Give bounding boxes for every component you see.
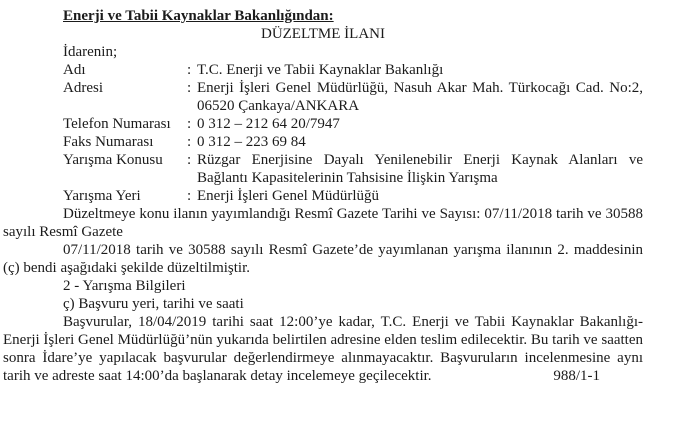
info-separator: : bbox=[187, 80, 192, 96]
info-separator: : bbox=[187, 116, 192, 132]
info-value: T.C. Enerji ve Tabii Kaynaklar Bakanlığı bbox=[197, 62, 444, 78]
info-row-adresi bbox=[63, 79, 643, 115]
info-label: Telefon Numarası bbox=[63, 116, 171, 132]
paragraph-application-details-text: Başvurular, 18/04/2019 tarihi saat 12:00’ye kadar, T.C. Enerji ve Tabii Kaynaklar Bakanlığı- Enerji İşleri Genel Müdürlüğü’nün yukarıda belirtilen adresine elden teslim edilecektir. Bu tarih ve saatten sonra İdare’ye yapılacak başvurular değerlendirmeye alınmayacaktır. Başvuruların incelenmesine aynı tarih ve adreste saat 14:00’da başlanarak detay incelemeye geçilecektir. bbox=[3, 314, 643, 384]
info-row-telefon-numarasi bbox=[63, 115, 643, 133]
reference-number: 988/1-1 bbox=[553, 368, 600, 384]
info-separator: : bbox=[187, 152, 192, 168]
clause-basvuru-yeri-tarihi-saati: ç) Başvuru yeri, tarihi ve saati bbox=[63, 296, 244, 312]
paragraph-correction-statement: 07/11/2018 tarih ve 30588 sayılı Resmî Gazete’de yayımlanan yarışma ilanının 2. maddesinin (ç) bendi aşağıdaki şekilde düzeltilmiştir. bbox=[3, 242, 643, 276]
paragraph-resmi-gazete-reference: Düzeltmeye konu ilanın yayımlandığı Resmî Gazete Tarihi ve Sayısı: 07/11/2018 tarih ve 30588 sayılı Resmî Gazete bbox=[3, 206, 643, 240]
info-value: Rüzgar Enerjisine Dayalı Yenilenebilir Enerji Kaynak Alanları ve Bağlantı Kapasitelerinin Tahsisine İlişkin Yarışma bbox=[197, 152, 643, 186]
info-label: Yarışma Konusu bbox=[63, 152, 163, 168]
info-row-faks-numarasi bbox=[63, 133, 643, 151]
administration-info-table bbox=[63, 61, 643, 205]
paragraph-application-details bbox=[3, 313, 643, 385]
administration-heading: İdarenin; bbox=[63, 44, 118, 60]
info-separator: : bbox=[187, 134, 192, 150]
info-label: Adresi bbox=[63, 80, 103, 96]
info-row-yarisma-yeri bbox=[63, 187, 643, 205]
info-value: 0 312 – 212 64 20/7947 bbox=[197, 116, 340, 132]
info-label: Faks Numarası bbox=[63, 134, 154, 150]
info-row-adi bbox=[63, 61, 643, 79]
ministry-source-heading: Enerji ve Tabii Kaynaklar Bakanlığından: bbox=[63, 8, 334, 24]
info-value: Enerji İşleri Genel Müdürlüğü bbox=[197, 188, 380, 204]
info-row-yarisma-konusu bbox=[63, 151, 643, 187]
info-label: Adı bbox=[63, 62, 86, 78]
info-value: 0 312 – 223 69 84 bbox=[197, 134, 306, 150]
info-label: Yarışma Yeri bbox=[63, 188, 141, 204]
info-separator: : bbox=[187, 188, 192, 204]
info-value: Enerji İşleri Genel Müdürlüğü, Nasuh Akar Mah. Türkocağı Cad. No:2, 06520 Çankaya/ANKARA bbox=[197, 80, 643, 114]
section-heading-yarisma-bilgileri: 2 - Yarışma Bilgileri bbox=[63, 278, 186, 294]
info-separator: : bbox=[187, 62, 192, 78]
correction-notice-title: DÜZELTME İLANI bbox=[260, 26, 385, 42]
